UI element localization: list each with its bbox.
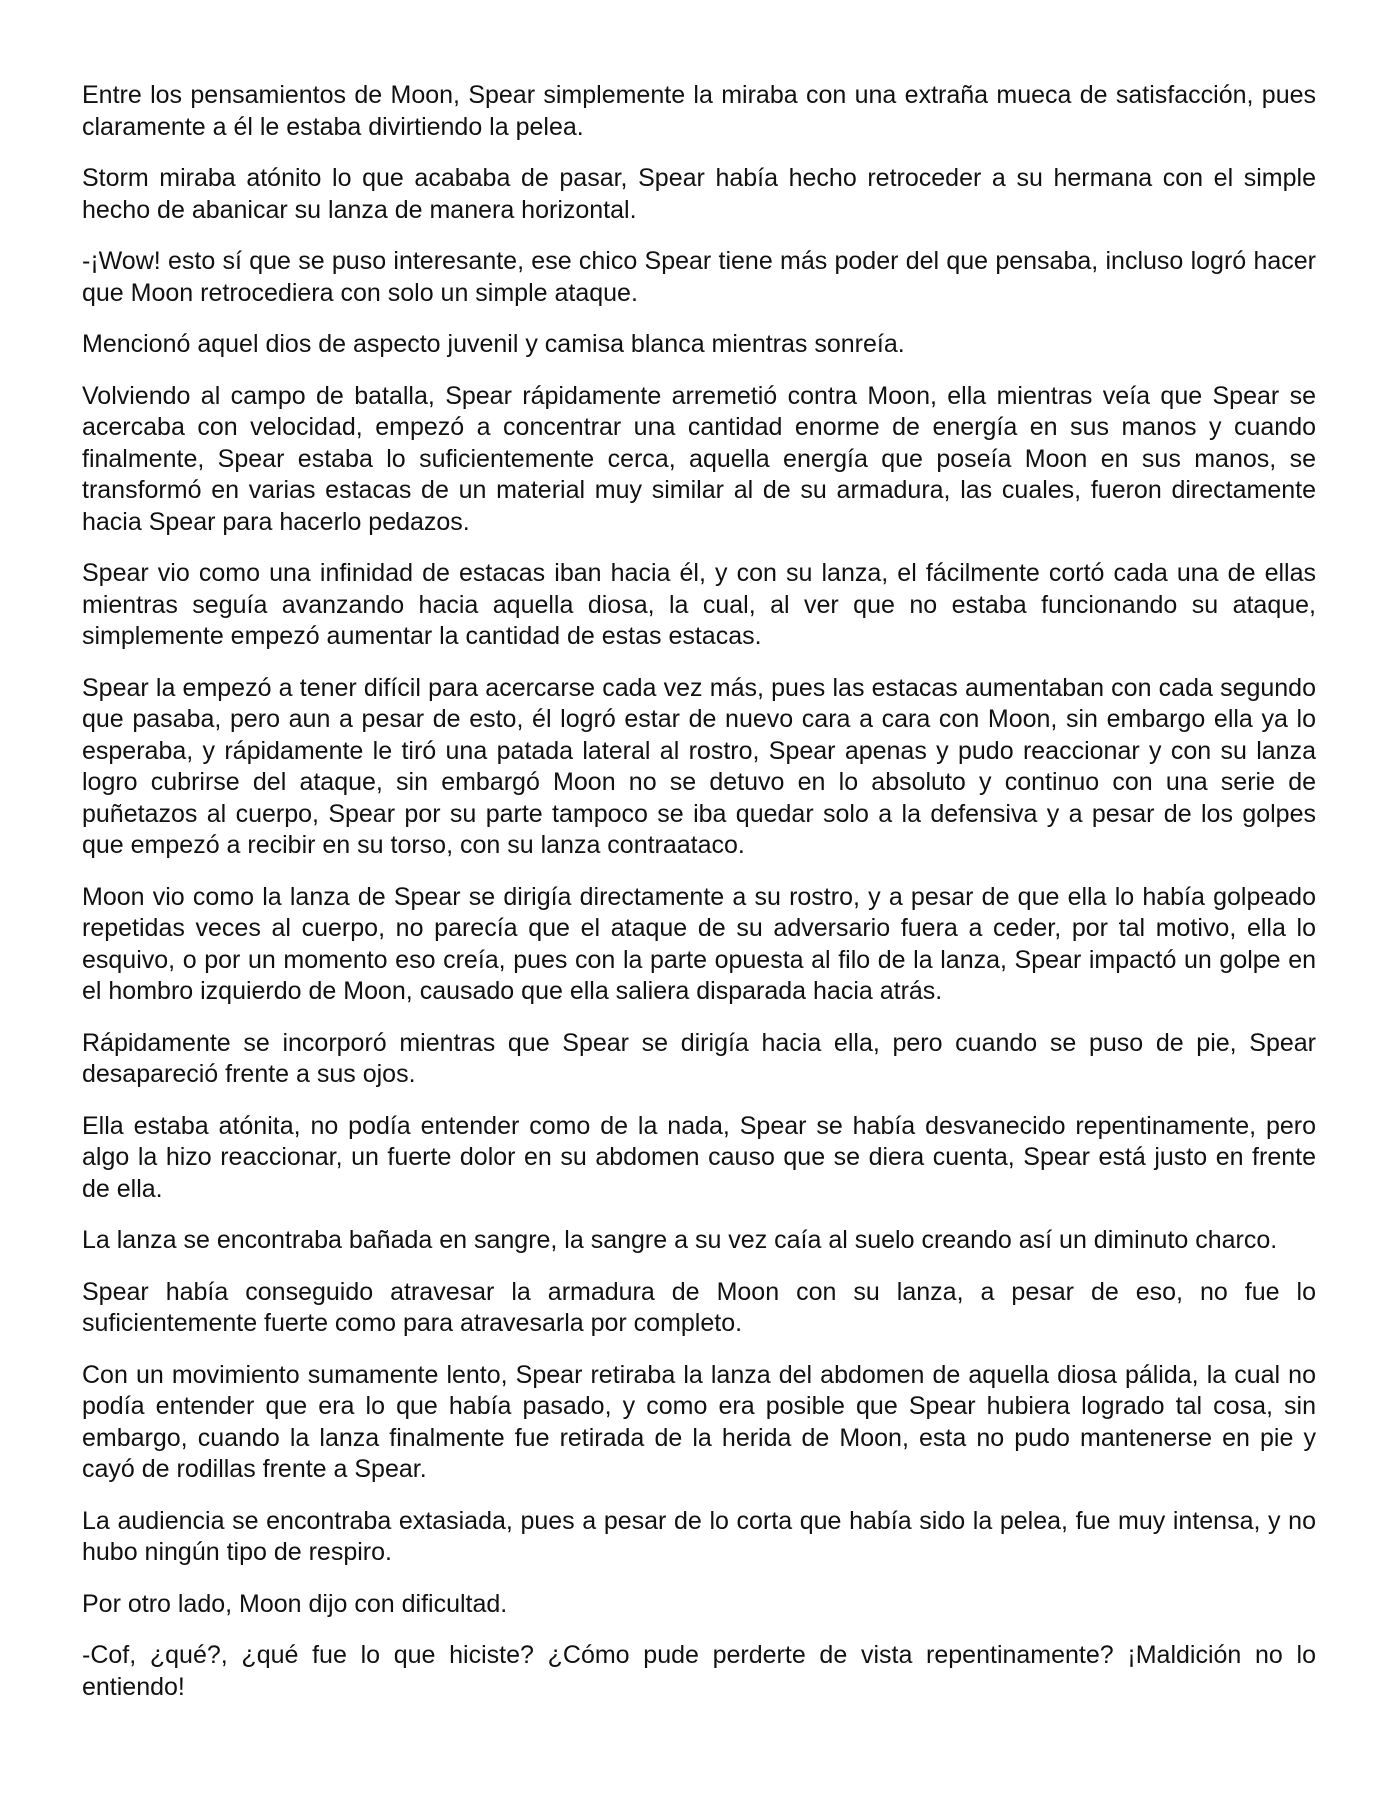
paragraph: La audiencia se encontraba extasiada, pues a pesar de lo corta que había sido la pelea, fue muy intensa, y no hubo ningún tipo de respiro. bbox=[82, 1506, 1316, 1566]
paragraph: Spear vio como una infinidad de estacas iban hacia él, y con su lanza, el fácilmente cortó cada una de ellas mientras seguía avanzando hacia aquella diosa, la cual, al ver que no estaba funcionando su ataque, simplemente empezó aumentar la cantidad de estas estacas. bbox=[82, 559, 1316, 650]
paragraph: La lanza se encontraba bañada en sangre, la sangre a su vez caía al suelo creando así un diminuto charco. bbox=[82, 1226, 1278, 1254]
paragraph: Por otro lado, Moon dijo con dificultad. bbox=[82, 1589, 508, 1618]
paragraph: Storm miraba atónito lo que acababa de pasar, Spear había hecho retroceder a su hermana con el simple hecho de abanicar su lanza de manera horizontal. bbox=[82, 164, 1316, 224]
paragraph: Spear la empezó a tener difícil para acercarse cada vez más, pues las estacas aumentaban con cada segundo que pasaba, pero aun a pesar de esto, él logró estar de nuevo cara a cara con Moon, sin embargo ella ya lo esperaba, y rápidamente le tiró una patada lateral al rostro, Spear apenas y pudo reaccionar y con su lanza logro cubrirse del ataque, sin embargó Moon no se detuvo en lo absoluto y continuo con una serie de puñetazos al cuerpo, Spear por su parte tampoco se iba quedar solo a la defensiva y a pesar de los golpes que empezó a recibir en su torso, con su lanza contraataco. bbox=[82, 673, 1316, 859]
paragraph: Ella estaba atónita, no podía entender como de la nada, Spear se había desvanecido repentinamente, pero algo la hizo reaccionar, un fuerte dolor en su abdomen causo que se diera cuenta, Spear está justo en frente de ella. bbox=[82, 1111, 1316, 1203]
paragraph: Spear había conseguido atravesar la armadura de Moon con su lanza, a pesar de eso, no fue lo suficientemente fuerte como para atravesarla por completo. bbox=[82, 1277, 1316, 1337]
document-page bbox=[82, 80, 1316, 1723]
paragraph: Moon vio como la lanza de Spear se dirigía directamente a su rostro, y a pesar de que ella lo había golpeado repetidas veces al cuerpo, no parecía que el ataque de su adversario fuera a ceder, por tal motivo, ella lo esquivo, o por un momento eso creía, pues con la parte opuesta al filo de la lanza, Spear impactó un golpe en el hombro izquierdo de Moon, causado que ella saliera disparada hacia atrás. bbox=[82, 882, 1316, 1005]
paragraph: Rápidamente se incorporó mientras que Spear se dirigía hacia ella, pero cuando se puso de pie, Spear desapareció frente a sus ojos. bbox=[82, 1028, 1316, 1088]
paragraph: Con un movimiento sumamente lento, Spear retiraba la lanza del abdomen de aquella diosa pálida, la cual no podía entender que era lo que había pasado, y como era posible que Spear hubiera logrado tal cosa, sin embargo, cuando la lanza finalmente fue retirada de la herida de Moon, esta no pudo mantenerse en pie y cayó de rodillas frente a Spear. bbox=[82, 1360, 1316, 1483]
paragraph: -¡Wow! esto sí que se puso interesante, ese chico Spear tiene más poder del que pensaba, incluso logró hacer que Moon retrocediera con solo un simple ataque. bbox=[82, 247, 1316, 307]
paragraph: -Cof, ¿qué?, ¿qué fue lo que hiciste? ¿Cómo pude perderte de vista repentinamente? ¡Maldición no lo entiendo! bbox=[82, 1641, 1316, 1701]
paragraph: Mencionó aquel dios de aspecto juvenil y camisa blanca mientras sonreía. bbox=[82, 330, 905, 358]
paragraph: Entre los pensamientos de Moon, Spear simplemente la miraba con una extraña mueca de satisfacción, pues claramente a él le estaba divirtiendo la pelea. bbox=[82, 81, 1316, 141]
paragraph: Volviendo al campo de batalla, Spear rápidamente arremetió contra Moon, ella mientras veía que Spear se acercaba con velocidad, empezó a concentrar una cantidad enorme de energía en sus manos y cuando finalmente, Spear estaba lo suficientemente cerca, aquella energía que poseía Moon en sus manos, se transformó en varias estacas de un material muy similar al de su armadura, las cuales, fueron directamente hacia Spear para hacerlo pedazos. bbox=[82, 381, 1316, 536]
